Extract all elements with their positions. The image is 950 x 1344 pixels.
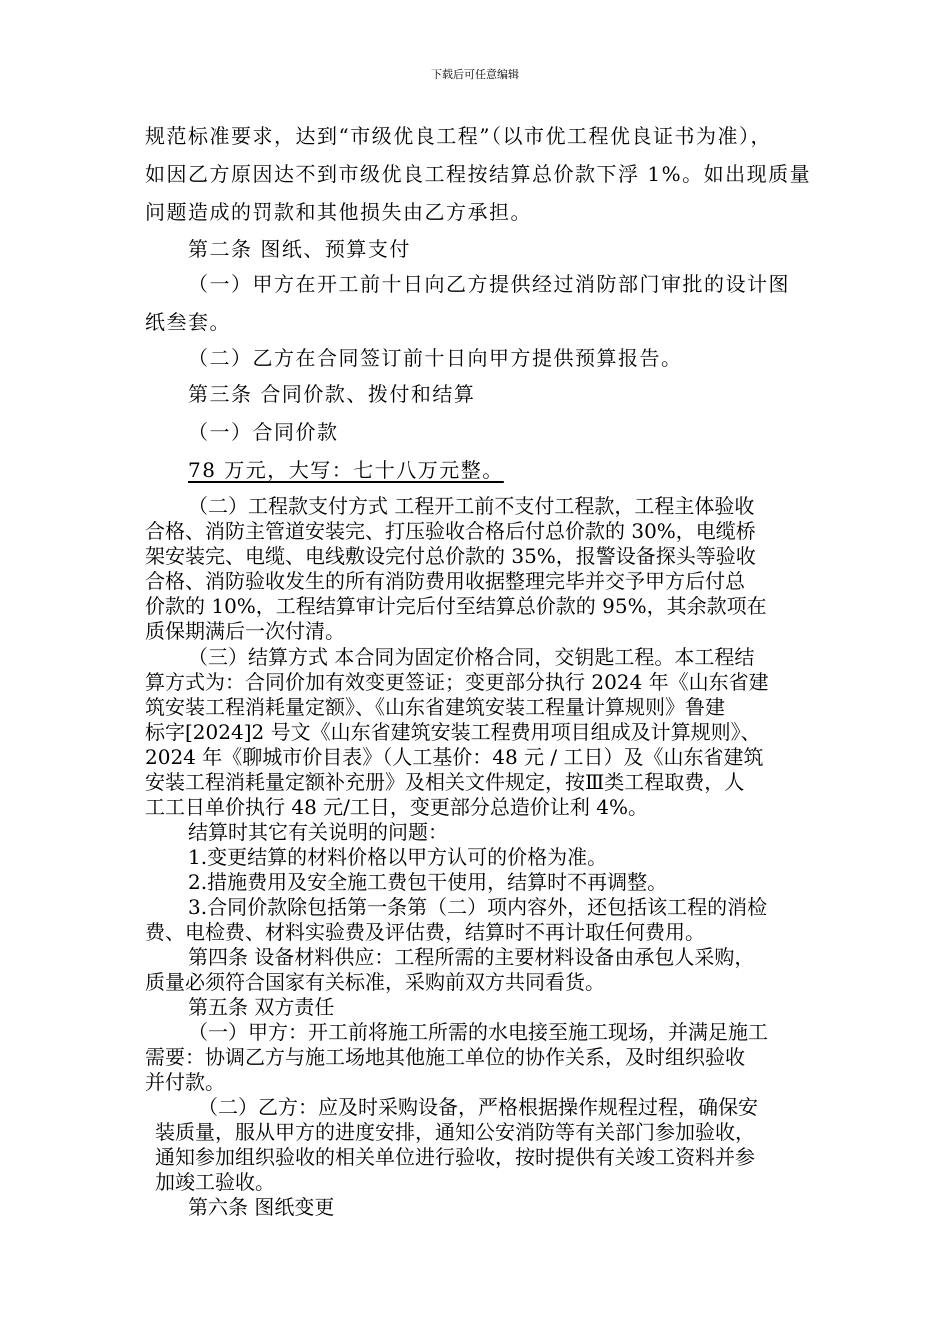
paragraph-line: 合格、消防主管道安装完、打压验收合格后付总价款的 30%，电缆桥 xyxy=(145,519,756,543)
page-header: 下载后可任意编辑 xyxy=(431,68,519,81)
paragraph-line: 架安装完、电缆、电线敷设完付总价款的 35%，报警设备探头等验收 xyxy=(145,544,756,568)
paragraph-line: 质保期满后一次付清。 xyxy=(145,619,345,643)
paragraph-line: （一）合同价款 xyxy=(188,420,339,444)
section-heading: 第三条 合同价款、拨付和结算 xyxy=(188,382,476,406)
paragraph-line: 工工日单价执行 48 元/工日，变更部分总造价让利 4%。 xyxy=(145,795,648,819)
paragraph-line: 标字[2024]2 号文《山东省建筑安装工程费用项目组成及计算规则》、 xyxy=(145,720,761,744)
paragraph-line: （三）结算方式 本合同为固定价格合同，交钥匙工程。本工程结 xyxy=(188,645,755,669)
paragraph-line: 算方式为：合同价加有效变更签证；变更部分执行 2024 年《山东省建 xyxy=(145,670,769,694)
section-heading: 第二条 图纸、预算支付 xyxy=(188,237,411,261)
paragraph-line: 需要：协调乙方与施工场地其他施工单位的协作关系，及时组织验收 xyxy=(145,1045,745,1069)
paragraph-line: 费、电检费、材料实验费及评估费，结算时不再计取任何费用。 xyxy=(145,920,705,944)
paragraph-line: （二）乙方：应及时采购设备，严格根据操作规程过程，确保安 xyxy=(198,1095,758,1119)
section-heading: 第五条 双方责任 xyxy=(188,995,335,1019)
paragraph-line: 价款的 10%，工程结算审计完后付至结算总价款的 95%，其余款项在 xyxy=(145,594,767,618)
list-item: 3.合同价款除包括第一条第（二）项内容外，还包括该工程的消检 xyxy=(188,895,768,919)
paragraph-line: 2024 年《聊城市价目表》（人工基价：48 元 / 工日）及《山东省建筑 xyxy=(145,745,764,769)
paragraph-line: 筑安装工程消耗量定额》、《山东省建筑安装工程量计算规则》鲁建 xyxy=(145,695,725,719)
paragraph-line: （二）乙方在合同签订前十日向甲方提供预算报告。 xyxy=(188,346,683,370)
paragraph-line: 并付款。 xyxy=(145,1070,225,1094)
paragraph-line: 装质量，服从甲方的进度安排，通知公安消防等有关部门参加验收， xyxy=(155,1120,755,1144)
paragraph-line: 问题造成的罚款和其他损失由乙方承担。 xyxy=(145,200,532,224)
paragraph-line: 规范标准要求，达到“市级优良工程”（以市优工程优良证书为准）， xyxy=(145,124,772,148)
paragraph-line: 通知参加组织验收的相关单位进行验收，按时提供有关竣工资料并参 xyxy=(155,1145,755,1169)
list-item: 2.措施费用及安全施工费包干使用，结算时不再调整。 xyxy=(188,870,668,894)
paragraph-line: （一）甲方在开工前十日向乙方提供经过消防部门审批的设计图 xyxy=(188,272,790,296)
paragraph-line: （一）甲方：开工前将施工所需的水电接至施工现场，并满足施工 xyxy=(188,1020,768,1044)
paragraph-line: 合格、消防验收发生的所有消防费用收据整理完毕并交予甲方后付总 xyxy=(145,569,745,593)
list-item: 1.变更结算的材料价格以甲方认可的价格为准。 xyxy=(188,845,608,869)
paragraph-line: 结算时其它有关说明的问题： xyxy=(188,820,448,844)
paragraph-line: （二）工程款支付方式 工程开工前不支付工程款，工程主体验收 xyxy=(188,494,755,518)
contract-price-line: 78 万元，大写：七十八万元整。 xyxy=(188,458,504,482)
section-heading: 第六条 图纸变更 xyxy=(188,1195,335,1219)
paragraph-line: 加竣工验收。 xyxy=(155,1170,275,1194)
section-heading: 第四条 设备材料供应：工程所需的主要材料设备由承包人采购， xyxy=(188,945,755,969)
paragraph-line: 纸叁套。 xyxy=(145,310,231,334)
paragraph-line: 安装工程消耗量定额补充册》及相关文件规定，按Ⅲ类工程取费，人 xyxy=(145,770,745,794)
paragraph-line: 质量必须符合国家有关标准，采购前双方共同看货。 xyxy=(145,970,605,994)
paragraph-line: 如因乙方原因达不到市级优良工程按结算总价款下浮 1%。如出现质量 xyxy=(145,162,812,186)
